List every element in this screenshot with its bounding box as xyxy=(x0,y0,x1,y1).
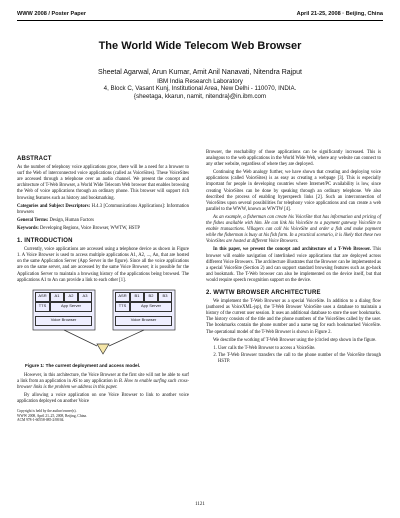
keywords xyxy=(17,226,189,232)
section-2-heading: 2. WWTW BROWSER ARCHITECTURE xyxy=(206,289,321,296)
right-column xyxy=(206,150,381,366)
fig1-tts2: TTS xyxy=(115,302,130,312)
steps-list xyxy=(206,346,381,365)
contribution-rest: This browser will enable navigation of interlinked voice applications that are deployed across different Voice Browsers. The architecture illustrates that the Browser can be implemented as a special VoiceSite (Section 2) and can support standard browsing features such as go-back and bookmark. The T-Web browser can also be implemented on the device itself, but that would require speech recognition support on the device. xyxy=(206,247,382,283)
terms-label: General Terms: xyxy=(17,217,49,223)
copyright-text: Copyright is held by the author/owner(s). WWW 2008, April 21–25, 2008, Beijing, China. ACM 978-1-60558-085-2/08/04. xyxy=(17,409,87,423)
author-names: Sheetal Agarwal, Arun Kumar, Amit Anil Nanavati, Nitendra Rajput xyxy=(98,69,302,76)
intro-heading: 1. INTRODUCTION xyxy=(17,238,73,245)
fig1-tts1: TTS xyxy=(35,302,50,312)
fig1-cell-a2: A2 xyxy=(64,292,78,302)
keywords-label: Keywords: xyxy=(17,225,39,231)
intro-paragraph-1: Currently, voice applications are accessed using a telephone device as shown in Figure 1. A Voice Browser is used to access multiple applications A1, A2, ..., An, that are hosted on the same Application Server (App Server in the figure). Since all the voice applications are on the same server, and are accessed by the same Voice Browser; it is possible for the Application Server to maintain a browsing history of the applications being browsed. The applications A1 to An can provide a link to each other [1]. xyxy=(17,247,189,283)
figure-1 xyxy=(17,288,189,384)
categories xyxy=(17,204,189,216)
contribution-bold: In this paper, we present the concept and architecture of a T-Web Browser. xyxy=(213,247,371,253)
intro-p2-part-b: AS xyxy=(72,378,78,384)
fig1-cell-a3: A3 xyxy=(78,292,92,302)
intro-p2-part-c: to any application in xyxy=(77,378,119,384)
paper-title: The World Wide Telecom Web Browser xyxy=(98,40,302,52)
fig1-cell-a1: A1 xyxy=(50,292,64,302)
step-1: 1. User calls the T-Web Browser to access a VoiceSite. xyxy=(218,346,381,352)
phone-icon xyxy=(97,344,109,354)
example-text: As an example, a fisherman can create his VoiceSite that has information and pricing of the fishes available with him. He can link his VoiceSite to a payment gateway VoiceSite to enable transactions. Villagers can call his VoiceSite and order a fish and make payment while the fisherman is busy at his fish farm. In a practical scenario, it is likely that these two VoiceSites are hosted at different Voice Browsers. xyxy=(206,214,381,245)
terms-text: Design, Human Factors xyxy=(49,217,94,223)
affiliation: IBM India Research Laboratory xyxy=(157,77,243,85)
step-2: 2. The T-Web Browser transfers the call to the phone number of the VoiceSite through HSTP. xyxy=(218,353,381,365)
left-column xyxy=(17,150,189,422)
keywords-text: Developing Regions, Voice Browser, WWTW, HSTP xyxy=(40,225,140,231)
page-number: 1121 xyxy=(195,502,205,507)
fig1-voice-browser2: Voice Browser xyxy=(115,316,172,326)
fig1-cell-b2: B2 xyxy=(144,292,158,302)
figure-1-caption: Figure 1: The current deployment and access model. xyxy=(25,362,141,368)
right-paragraph-4 xyxy=(206,247,381,284)
right-paragraph-6: We describe the working of T-Web Browser using the (circled step shown in the figure. xyxy=(213,337,377,343)
copyright-notice xyxy=(17,409,189,422)
fig1-voice-browser1: Voice Browser xyxy=(35,316,92,326)
fig1-cell-asr2: ASR xyxy=(115,292,130,302)
header-rule xyxy=(17,20,383,21)
categories-text: H.4.3 [Communications Applications]: Information browsers xyxy=(17,203,189,215)
intro-p2-part-e: . How to enable surfing such cross-browser links is the problem we address in this paper. xyxy=(17,378,189,390)
categories-label: Categories and Subject Descriptors: xyxy=(17,203,91,209)
intro-p2-part-d: B xyxy=(118,378,122,384)
intro-p2-part-a: However, in this architecture, the Voice Browser at the first site will not be able to surf a link from an application in xyxy=(17,372,189,384)
emails: {sheetaga, kkarun, namit, nitendra}@in.ibm.com xyxy=(133,92,267,100)
fig1-cell-b1: B1 xyxy=(130,292,144,302)
fig1-app-server2: App Server xyxy=(130,302,172,312)
header-right: April 21-25, 2008 · Beijing, China xyxy=(296,11,383,17)
author-block xyxy=(0,69,400,100)
fig1-cell-b3: B3 xyxy=(158,292,172,302)
right-paragraph-1: Browser, the reachability of those applications can be significantly increased. This is analogous to the web applications in the World Wide Web, where any website can connect to any other website, regardless of where they are deployed. xyxy=(206,150,381,168)
address: 4, Block C, Vasant Kunj, Institutional Area, New Delhi - 110070, INDIA. xyxy=(103,85,297,93)
abstract-text: As the number of telephony voice applications grow, there will be a need for a browser to surf the Web of interconnected voice applications (called as VoiceSites). These VoiceSites are accessed through a telephone over an audio channel. We present the concept and architecture of T-Web Browser, a World Wide Telecom Web browser that enables browsing the Web of voice applications through an ordinary phone. This browser will support rich browsing features such as history and bookmarking. xyxy=(17,165,189,201)
abstract-heading: ABSTRACT xyxy=(17,156,52,162)
fig1-cell-asr1: ASR xyxy=(35,292,50,302)
right-paragraph-5: We implement the T-Web Browser as a special VoiceSite. In addition to a dialog flow (authored as VoiceXML-jsp), the T-Web Browser VoiceSite uses a database to maintain a history of the current user session. It uses an additional database to store the user bookmarks. The history consists of the title and the phone numbers of the VoiceSites called by the user. The bookmarks contain the phone number and a name tag for each bookmarked VoiceSite. The operational model of the T-Web Browser is shown in Figure 2. xyxy=(206,299,381,335)
right-paragraph-3 xyxy=(206,215,381,245)
general-terms xyxy=(17,218,189,224)
intro-paragraph-3: By allowing a voice application on one Voice Browser to link to another voice application deployed on another Voice xyxy=(17,393,189,405)
header-left: WWW 2008 / Poster Paper xyxy=(17,11,87,17)
fig1-app-server1: App Server xyxy=(50,302,92,312)
right-paragraph-2: Continuing the Web analogy further, we have shown that creating and deploying voice applications (called VoiceSites) is as easy as creating a webpage [3]. This is especially important for people in developing countries where Internet/PC availability is low, since creating VoiceSites can be done by speaking through an ordinary telephone. We also described the process of enabling hyperspeech links [2]. Such an interconnection of VoiceSites upon several possibilities for telephony voice applications and can create a web parallel to the WWW, known as WWTW [4]. xyxy=(206,170,381,212)
